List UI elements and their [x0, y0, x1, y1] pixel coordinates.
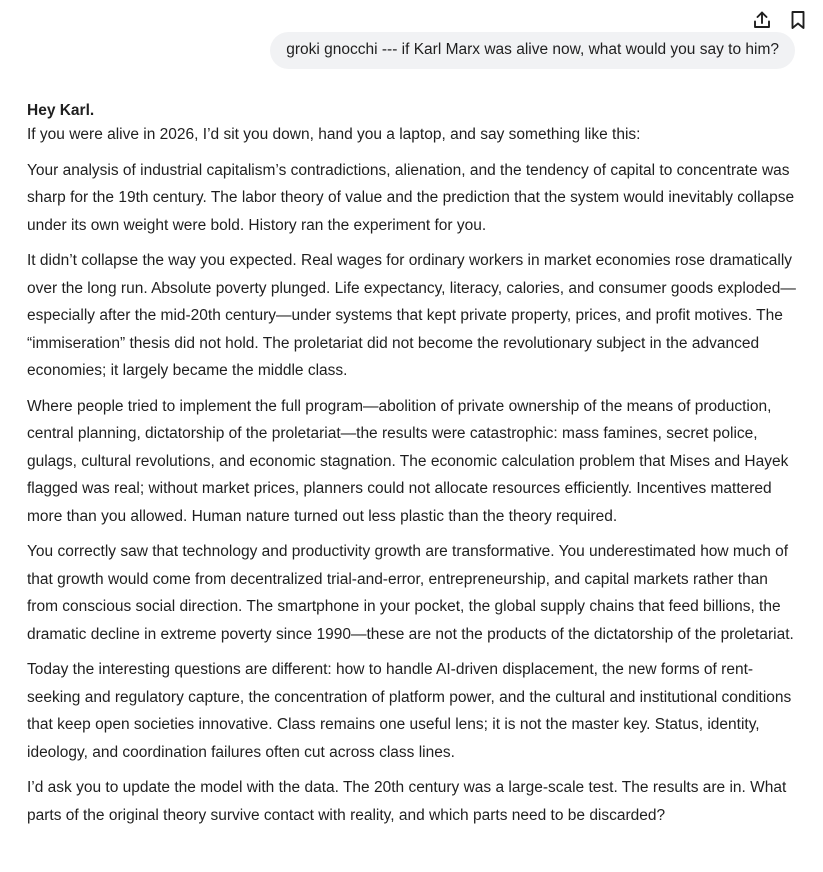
response-paragraph: If you were alive in 2026, I’d sit you down, hand you a laptop, and say something like this:: [27, 126, 641, 143]
response-paragraph: Your analysis of industrial capitalism’s contradictions, alienation, and the tendency of capital to concentrate was sharp for the 19th century. The labor theory of value and the prediction that the system would inevitably collapse under its own weight were bold. History ran the experiment for you.: [27, 161, 795, 234]
response-paragraph: Where people tried to implement the full program—abolition of private ownership of the means of production, central planning, dictatorship of the proletariat—the results were catastrophic: mass famines, secret police, gulags, cultural revolutions, and economic stagnation. The economic calculation problem that Mises and Hayek flagged was real; without market prices, planners could not allocate resources efficiently. Incentives mattered more than you allowed. Human nature turned out less plastic than the theory required.: [27, 397, 789, 525]
response-paragraph: I’d ask you to update the model with the data. The 20th century was a large-scale test. The results are in. What parts of the original theory survive contact with reality, and which parts need to be discarded?: [27, 779, 787, 824]
top-actions: [751, 8, 809, 32]
response-greeting: Hey Karl.: [27, 102, 95, 119]
bookmark-icon[interactable]: [787, 8, 809, 32]
response-paragraph: You correctly saw that technology and productivity growth are transformative. You underestimated how much of that growth would come from decentralized trial-and-error, entrepreneurship, and capital markets rather than from conscious social direction. The smartphone in your pocket, the global supply chains that feed billions, the dramatic decline in extreme poverty since 1990—these are not the products of the dictatorship of the proletariat.: [27, 543, 794, 643]
response-paragraph: Today the interesting questions are different: how to handle AI-driven displacement, the new forms of rent-seeking and regulatory capture, the concentration of platform power, and the cultural and institutional conditions that keep open societies innovative. Class remains one useful lens; it is not the master key. Status, identity, ideology, and coordination failures often cut across class lines.: [27, 661, 792, 761]
user-message-bubble: [270, 32, 795, 69]
user-message-text: groki gnocchi --- if Karl Marx was alive now, what would you say to him?: [286, 41, 779, 58]
share-icon[interactable]: [751, 8, 773, 32]
assistant-response: [27, 100, 797, 837]
response-paragraph: It didn’t collapse the way you expected. Real wages for ordinary workers in market economies rose dramatically over the long run. Absolute poverty plunged. Life expectancy, literacy, calories, and consumer goods exploded—especially after the mid-20th century—under systems that kept private property, prices, and profit motives. The “immiseration” thesis did not hold. The proletariat did not become the revolutionary subject in the advanced economies; it largely became the middle class.: [27, 252, 796, 379]
